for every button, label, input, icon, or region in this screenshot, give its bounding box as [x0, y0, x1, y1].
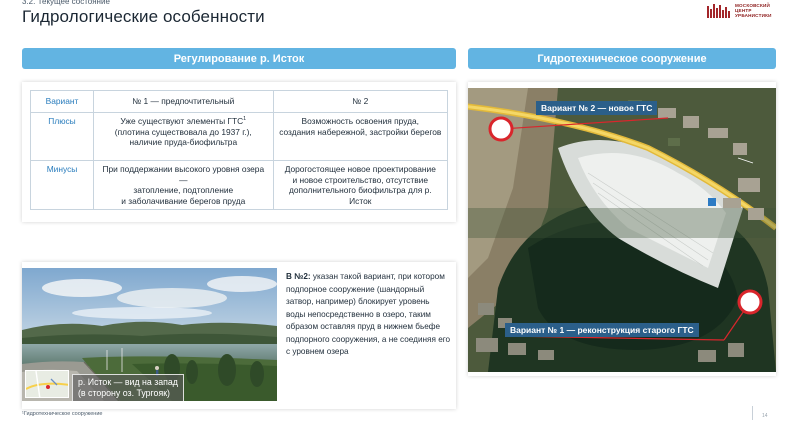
- page-title: Гидрологические особенности: [22, 7, 265, 26]
- header-variant: Вариант: [31, 91, 94, 113]
- comparison-table: [30, 90, 448, 210]
- plus-option-2: Возможность освоения пруда, создания набережной, застройки берегов: [273, 113, 447, 161]
- row-label-plus: Плюсы: [31, 113, 94, 161]
- page-divider: [752, 406, 753, 420]
- logo: [707, 2, 785, 18]
- minus-option-1: При поддержании высокого уровня озера — затопление, подтопление и заболачивание берегов пруда: [94, 161, 274, 210]
- hydro-structure-header-bar: Гидротехническое сооружение: [468, 48, 776, 69]
- marker-variant-1-icon: [739, 291, 761, 313]
- mini-map-icon: [25, 370, 69, 398]
- note-text: указан такой вариант, при котором подпорное сооружение (шандорный затвор, например) блокирует уровень воды непосредственно в озеро, таким образом оставляя пруд в нижнем бьефе подпорного сооружения, а не соединяя его с уровнем озера: [286, 272, 451, 356]
- section-label: 3.2. Текущее состояние: [22, 0, 110, 6]
- table-row: [31, 113, 448, 161]
- marker-variant-2-icon: [490, 118, 512, 140]
- header-option-2: № 2: [273, 91, 447, 113]
- note-bold-prefix: В №2:: [286, 272, 311, 281]
- logo-bars-icon: [707, 2, 733, 18]
- river-photo: [22, 268, 277, 401]
- header-option-1: № 1 — предпочтительный: [94, 91, 274, 113]
- satellite-map: [468, 88, 776, 372]
- minus-option-2: Дорогостоящее новое проектирование и новое строительство, отсутствие дополнительного биофильтра для р. Исток: [273, 161, 447, 210]
- plus-option-1: Уже существуют элементы ГТС$^1$ (плотина существовала до 1937 г.), наличие пруда-биофильтра: [94, 113, 274, 161]
- comparison-panel: [22, 82, 456, 222]
- table-row: [31, 161, 448, 210]
- map-label-variant-1: Вариант № 1 — реконструкция старого ГТС: [505, 323, 699, 337]
- variant-2-note: [286, 271, 451, 359]
- map-panel: [468, 82, 776, 376]
- map-label-variant-2: Вариант № 2 — новое ГТС: [536, 101, 657, 115]
- footnote: ¹Гидротехническое сооружение: [22, 411, 103, 417]
- page-number: 14: [762, 413, 768, 419]
- logo-text: МОСКОВСКИЙ ЦЕНТР УРБАНИСТИКИ: [735, 3, 772, 18]
- regulation-header-bar: Регулирование р. Исток: [22, 48, 456, 69]
- table-row: [31, 91, 448, 113]
- row-label-minus: Минусы: [31, 161, 94, 210]
- photo-note-panel: [22, 262, 456, 409]
- photo-caption: р. Исток — вид на запад (в сторону оз. Тургояк): [72, 374, 184, 401]
